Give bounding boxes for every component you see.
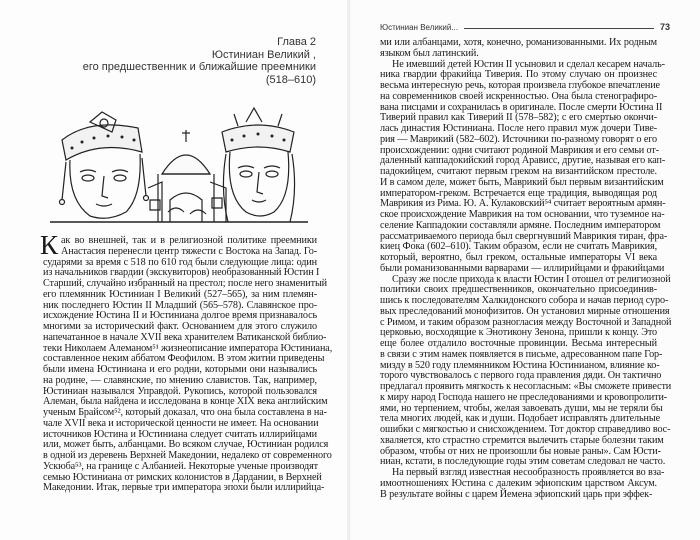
text-line: были романизованными варварами — иллирийцами и фракийцами — [380, 262, 665, 274]
page-number: 73 — [659, 22, 670, 32]
text-line: или, может быть, албанцами. Во всяком случае, Юстиниан родился — [43, 439, 329, 451]
text-line: шись к последователям Халкидонского собора и начав период суро- — [380, 295, 669, 306]
text-line: Старший, случайно избранный на престол; после него знаменитый — [43, 278, 328, 289]
text-line: составленное неким аббатом Феофилом. В этом житии приведены — [43, 353, 325, 365]
header-rule — [464, 28, 654, 29]
illustration-emperor-empress-cathedral — [50, 100, 308, 224]
text-line: из начальников гвардии (экскувиторов) необразованный Юстин I — [43, 267, 320, 279]
text-line: В результате войны с царем Йемена эфиопский царь при эффек- — [380, 488, 653, 500]
chapter-subtitle: его предшественник и ближайшие преемники — [82, 61, 316, 73]
text-line: были имена Юстиниана и его родни, которыми они назывались — [43, 364, 317, 375]
text-line: источников Юстина и Юстиниана следует считать иллирийцами — [43, 428, 317, 440]
text-line: рия — Маврикий (582–602). Источники по-разному говорят о его — [380, 133, 658, 145]
text-line: Сразу же после прихода к власти Юстин I отошел от религиозной — [392, 273, 671, 285]
text-line: рассматриваемого периода был свергнувший Маврикия тиран, фра- — [380, 230, 668, 242]
running-header — [380, 21, 670, 33]
text-line: ми или албанцами, хотя, конечно, романизованными. Их родным — [380, 37, 657, 48]
text-line: многими за исторический факт. Основанием для этого служило — [43, 321, 317, 332]
text-line: теки Николаем Алеманом⁵¹ жизнеописание императора Юстиниана, — [43, 342, 333, 354]
left-body-text — [43, 235, 333, 494]
text-line: ниан, кстати, в последующие годы этим советам следовал не часто. — [380, 456, 666, 468]
text-line: хваляется, кто страстно стремится вылечить старые болезни таким — [380, 434, 664, 446]
text-line: киец Фока (602–610). Таким образом, если не считать Маврикия, — [380, 241, 657, 253]
text-line: исхождение Юстина II и Юстиниана долгое время признавалось — [43, 310, 317, 322]
text-line: ошибки с мягкостью и снисхождением. Тот доктор справедливо вос- — [380, 424, 671, 435]
text-line: в связи с этим намек появляется в письме, адресованном папе Гор- — [380, 348, 663, 360]
right-body-text — [380, 37, 672, 500]
text-line: Не имевший детей Юстин II усыновил и сделал кесарем началь- — [392, 58, 665, 70]
text-line: еще более отдалило восточные провинции. Весьма интересный — [380, 338, 657, 349]
text-line: ями, но терпением, чтобы, желая завоевать души, мы не теряли бы — [380, 402, 663, 414]
text-line: образом, чтобы от них не произошли бы новые раны». Сам Юсти- — [380, 445, 661, 457]
text-line: мизду в 520 году племянником Юстина Юстинианом, влияние ко- — [380, 359, 660, 371]
text-line: торого чувствовалось с первого года правления дяди. Он тактично — [380, 370, 662, 382]
text-line: чале XVII века и исторической ценности не имеет. На основании — [43, 417, 319, 429]
text-line: тела многих людей, как и души. Подобает исправлять длительные — [380, 413, 661, 425]
text-line: напечатанное в начале XVII века хранителем Ватиканской библио- — [43, 331, 327, 343]
text-line: в одной из деревень Верхней Македонии, недалеко от современного — [43, 450, 332, 461]
text-line: лась династия Юстиниана. После него правил муж дочери Тиве- — [380, 123, 657, 134]
text-line: селение Каппадокии составляли армяне. Последним императором — [380, 219, 661, 231]
text-line: вана писцами и сохранилась в оригинале. После смерти Юстина II — [380, 101, 663, 113]
chapter-title: Юстиниан Великий , — [211, 48, 316, 61]
text-line: на родине, — славянские, по мнению славистов. Так, например, — [43, 374, 317, 386]
chapter-years: (518–610) — [265, 73, 316, 86]
text-line: к миру народ Господа нашего не преследованиями и кровопролити- — [380, 391, 668, 403]
text-line: ученым Брайсом⁵², который доказал, что она была составлена в на- — [43, 407, 327, 418]
text-line: Анастасия перенесли центр тяжести с Востока на Запад. Го- — [61, 245, 317, 257]
chapter-label: Глава 2 — [277, 36, 316, 48]
running-title: Юстиниан Великий... — [380, 22, 458, 32]
text-line: императором-греком. Встречается еще традиция, выводящая род — [380, 187, 657, 199]
text-line: сударями за время с 518 по 610 год были следующие лица: один — [43, 256, 317, 268]
text-line: ника гвардии фракийца Тиверия. По этому случаю он произнес — [380, 69, 657, 81]
text-line: ское происхождение Маврикия на том основании, что туземное на- — [380, 209, 665, 220]
text-line: языком был латинский. — [380, 47, 479, 59]
text-line: политики своих предшественников, окончательно присоединив- — [380, 284, 657, 296]
text-line: предлагал проявить мягкость к несогласным: «Вы сможете привести — [380, 381, 672, 392]
text-line: ник последнего Юстин II Младший (565–578). Славянское про- — [43, 299, 317, 311]
text-line: Ускюба⁵³, на границе с Албанией. Некоторые ученые производят — [43, 460, 318, 472]
text-line: Алеман, была найдена и исследована в конце XIX века английским — [43, 396, 328, 408]
text-line: на современников своей искренностью. Она была стенографиро- — [380, 90, 657, 102]
text-line: вых преследований монофизитов. Он установил мирные отношения — [380, 305, 670, 317]
text-line: происхождении: одни считают родиной Маврикия и его семьи от- — [380, 144, 659, 156]
text-line: семью Юстиниана от римских колонистов в Дардании, в Верхней — [43, 471, 322, 483]
text-line: ак во внешней, так и в религиозной политике преемники — [61, 235, 317, 246]
text-line: даленный каппадокийский город Арависс, другие, называя его кап- — [380, 155, 666, 167]
drop-cap: К — [40, 230, 59, 260]
text-line: Юстиниан назывался Управдой. Рукопись, которой пользовался — [43, 385, 317, 397]
text-line: который, вероятно, был греком, остальные императоры VI века — [380, 252, 657, 263]
text-line: Тиверий правил как Тиверий II (578–582); с его смертью окончи- — [380, 112, 657, 124]
text-line: весьма интересную речь, которая произвела глубокое впечатление — [380, 80, 660, 91]
text-line: И в самом деле, может быть, Маврикий был первым византийским — [380, 176, 664, 188]
right-page — [350, 0, 700, 540]
text-line: его племянник Юстиниан I Великий (527–565), за ним племян- — [43, 288, 317, 300]
chapter-heading — [83, 36, 316, 86]
text-line: Македонии. Итак, первые три императора эпохи были иллирийца- — [43, 482, 325, 494]
text-line: Маврикия из Рима. Ю. А. Кулаковский⁵⁴ считает вероятным армян- — [380, 198, 666, 210]
text-line: имоотношениях Юстина с далеким эфиопским царством Аксум. — [380, 477, 657, 489]
text-line: церковью, восходящие к Энотикону Зенона, пришли к концу. Это — [380, 327, 657, 339]
text-line: падокийцем, считают первым греком на византийском престоле. — [380, 166, 657, 177]
text-line: На первый взгляд известная несообразность проявляется во вза- — [392, 467, 665, 478]
text-line: с Римом, и таким образом разногласия между Восточной и Западной — [380, 316, 672, 328]
